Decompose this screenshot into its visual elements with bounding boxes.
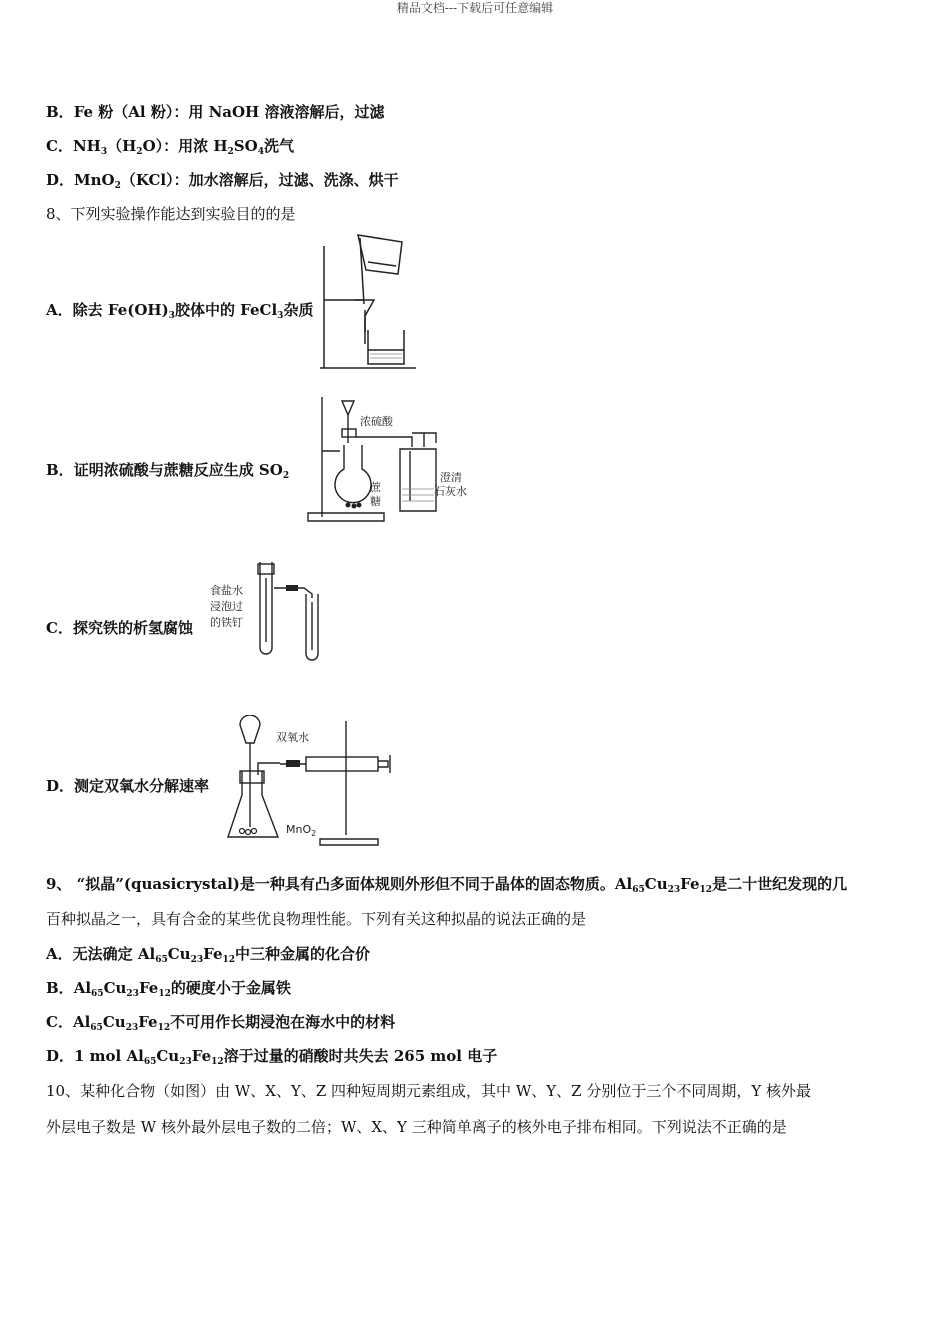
option-label: B． xyxy=(46,461,74,479)
option-label: B． xyxy=(46,103,74,121)
option-text: Cu xyxy=(167,945,191,963)
option-label: A． xyxy=(46,301,73,319)
option-text: 胶体中的 FeCl xyxy=(174,301,278,319)
subscript: 2 xyxy=(136,147,143,157)
option-text: 除去 Fe(OH) xyxy=(72,301,169,319)
option-label: D． xyxy=(46,171,75,189)
subscript: 65 xyxy=(155,955,168,965)
option-text: 洗气 xyxy=(263,137,294,155)
sucrose-drawing xyxy=(304,393,480,525)
option-text: 无法确定 Al xyxy=(72,945,156,963)
iron-nail-drawing xyxy=(208,558,334,662)
option-text: O）：用浓 H xyxy=(142,137,228,155)
q8-stem: 8、下列实验操作能达到实验目的的是 xyxy=(46,205,296,223)
q8-option-b xyxy=(46,460,289,480)
option-text: Fe xyxy=(138,1013,158,1031)
option-text: 探究铁的析氢腐蚀 xyxy=(72,619,193,637)
option-text: 证明浓硫酸与蔗糖反应生成 SO xyxy=(73,461,283,479)
figure-filtration-apparatus xyxy=(318,232,418,372)
label-salt-water-3: 的铁钉 xyxy=(210,616,243,629)
figure-iron-nail-corrosion xyxy=(208,558,334,662)
option-label: C． xyxy=(46,619,73,637)
label-sucrose-1: 蔗 xyxy=(370,481,381,494)
option-label: D． xyxy=(46,777,75,795)
option-label: A． xyxy=(46,945,73,963)
option-text: MnO xyxy=(74,171,115,189)
subscript: 23 xyxy=(179,1057,192,1067)
subscript: 12 xyxy=(222,955,236,965)
filtration-drawing xyxy=(318,232,418,372)
option-text: Cu xyxy=(102,1013,126,1031)
label-mno2-text: MnO xyxy=(286,823,312,836)
label-hydrogen-peroxide: 双氧水 xyxy=(276,731,309,744)
stem-text: Cu xyxy=(644,875,668,893)
subscript: 12 xyxy=(699,885,713,895)
q9-option-a xyxy=(46,944,370,964)
label-mno2-subscript: 2 xyxy=(311,829,317,838)
option-text: Fe 粉（Al 粉）：用 NaOH 溶液溶解后，过滤 xyxy=(73,103,385,121)
page-header: 精品文档---下载后可任意编辑 xyxy=(396,1,554,15)
label-limewater-1: 澄清 xyxy=(440,471,462,484)
stem-text: Fe xyxy=(680,875,700,893)
subscript: 12 xyxy=(158,989,171,999)
q7-option-d xyxy=(46,170,399,190)
label-mno2 xyxy=(286,823,316,838)
option-text: NH xyxy=(72,137,101,155)
option-text: 杂质 xyxy=(283,301,314,319)
subscript: 23 xyxy=(667,885,681,895)
option-text: 中三种金属的化合价 xyxy=(235,945,371,963)
option-text: （H xyxy=(107,137,137,155)
q8-option-c xyxy=(46,618,193,638)
q8-option-a xyxy=(46,300,313,320)
label-salt-water-2: 浸泡过 xyxy=(210,600,243,613)
subscript: 12 xyxy=(211,1057,224,1067)
option-text: Fe xyxy=(191,1047,212,1065)
rubber-tube xyxy=(286,585,298,591)
option-text: 不可用作长期浸泡在海水中的材料 xyxy=(170,1013,396,1031)
label-conc-sulfuric-acid: 浓硫酸 xyxy=(360,415,393,428)
label-limewater-2: 石灰水 xyxy=(434,485,467,498)
option-label: D． xyxy=(46,1047,75,1065)
q7-option-b xyxy=(46,102,384,122)
q9-stem-line1 xyxy=(46,874,847,894)
subscript: 3 xyxy=(168,311,175,321)
h2o2-drawing xyxy=(224,715,400,849)
option-label: C． xyxy=(46,137,73,155)
figure-sulfuric-acid-sucrose xyxy=(304,393,480,525)
subscript: 23 xyxy=(125,1023,139,1033)
option-text: 的硬度小于金属铁 xyxy=(170,979,291,997)
q7-option-c xyxy=(46,136,294,156)
label-salt-water-1: 食盐水 xyxy=(210,584,243,597)
subscript: 12 xyxy=(157,1023,171,1033)
subscript: 2 xyxy=(227,147,234,157)
subscript: 65 xyxy=(91,989,104,999)
q9-option-c xyxy=(46,1012,395,1032)
q9-option-b xyxy=(46,978,291,998)
q10-stem-line2: 外层电子数是 W 核外最外层电子数的二倍；W、X、Y 三种简单离子的核外电子排布相同。下列说法不正确的是 xyxy=(46,1118,787,1136)
option-text: Fe xyxy=(203,945,223,963)
stem-text: 是二十世纪发现的几 xyxy=(712,875,848,893)
option-label: B． xyxy=(46,979,74,997)
option-text: （KCl）：加水溶解后，过滤、洗涤、烘干 xyxy=(120,171,399,189)
subscript: 65 xyxy=(90,1023,103,1033)
option-text: 溶于过量的硝酸时共失去 265 mol 电子 xyxy=(223,1047,498,1065)
option-text: Cu xyxy=(103,979,127,997)
q9-option-d xyxy=(46,1046,497,1066)
option-text: 1 mol Al xyxy=(74,1047,144,1065)
subscript: 3 xyxy=(100,147,108,157)
subscript: 4 xyxy=(257,147,264,157)
q8-option-d xyxy=(46,776,209,796)
subscript: 23 xyxy=(190,955,204,965)
subscript: 65 xyxy=(143,1057,157,1067)
subscript: 2 xyxy=(282,471,290,481)
rubber-tube xyxy=(286,760,300,767)
subscript: 23 xyxy=(126,989,139,999)
subscript: 65 xyxy=(632,885,645,895)
stem-text: 9、 “拟晶”(quasicrystal)是一种具有凸多面体规则外形但不同于晶体的固态物质。Al xyxy=(46,875,633,893)
q9-stem-line2: 百种拟晶之一，具有合金的某些优良物理性能。下列有关这种拟晶的说法正确的是 xyxy=(46,910,587,928)
figure-h2o2-decomposition xyxy=(224,715,400,849)
option-text: SO xyxy=(233,137,258,155)
option-text: Al xyxy=(72,1013,91,1031)
option-text: Al xyxy=(73,979,92,997)
option-label: C． xyxy=(46,1013,73,1031)
option-text: Fe xyxy=(138,979,159,997)
q10-stem-line1: 10、某种化合物（如图）由 W、X、Y、Z 四种短周期元素组成，其中 W、Y、Z 分别位于三个不同周期，Y 核外最 xyxy=(46,1082,811,1100)
subscript: 2 xyxy=(114,181,121,191)
label-sucrose-2: 糖 xyxy=(370,495,381,508)
option-text: Cu xyxy=(156,1047,180,1065)
option-text: 测定双氧水分解速率 xyxy=(74,777,210,795)
subscript: 3 xyxy=(277,311,284,321)
